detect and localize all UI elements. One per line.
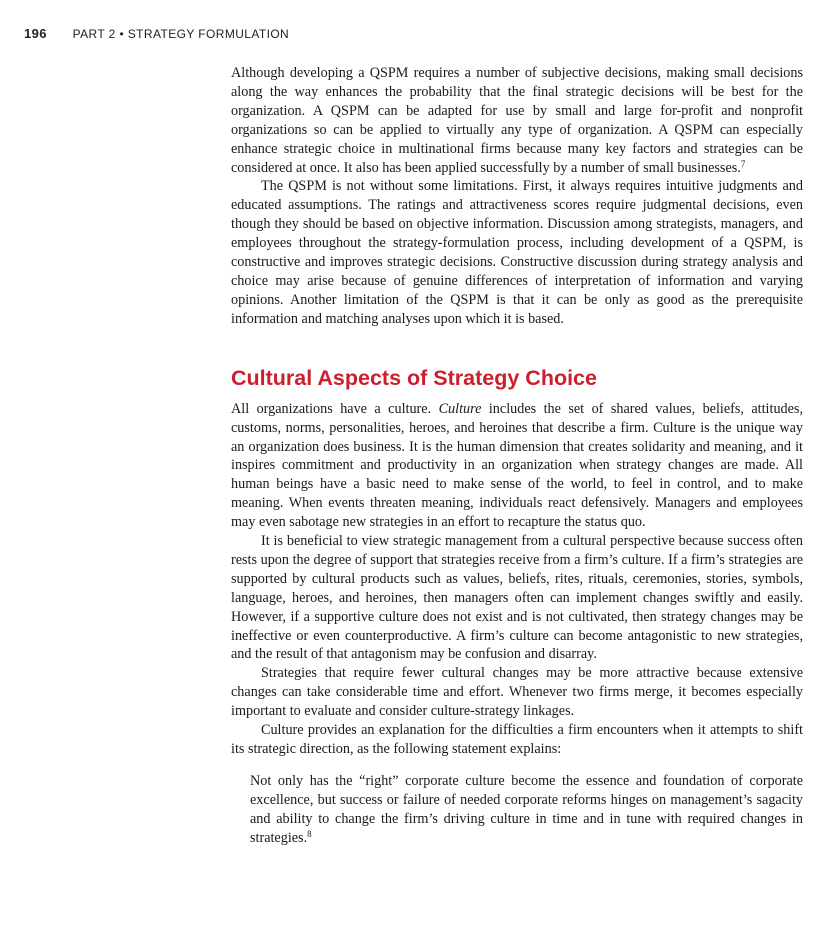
footnote-ref-8: 8 xyxy=(307,828,312,839)
paragraph-culture-explanation: Culture provides an explanation for the difficulties a firm encounters when it attempts to shift its strategic direction, as the following statement explains: xyxy=(231,722,803,757)
paragraph-qspm-limitations: The QSPM is not without some limitations. First, it always requires intuitive judgments and educated assumptions. The ratings and attractiveness scores require judgmental decisions, even though they should be based on objective information. Discussion among strategists, managers, and employees throughout the strategy-formulation process, including development of a QSPM, is constructive and improves strategic decisions. Constructive discussion during strategy analysis and choice may arise because of genuine differences of interpretation of information and varying opinions. Another limitation of the QSPM is that it can be only as good as the prerequisite information and matching analyses upon which it is based. xyxy=(231,178,803,327)
running-head-title: PART 2 • STRATEGY FORMULATION xyxy=(72,27,290,41)
paragraph-qspm-benefits: Although developing a QSPM requires a number of subjective decisions, making small decisions along the way enhances the probability that the final strategic decisions will be best for the organization. A QSPM can be adapted for use by small and large for-profit and nonprofit organizations so can be applied to virtually any type of organization. A QSPM can especially enhance strategic choice in multinational firms because many key factors and strategies can be considered at once. It also has been applied successfully by a number of small businesses.$^7$ xyxy=(231,65,803,176)
footnote-ref-7: 7 xyxy=(740,158,746,169)
block-quote xyxy=(250,772,803,848)
paragraph-cultural-changes: Strategies that require fewer cultural changes may be more attractive because extensive changes can take considerable time and effort. Whenever two firms merge, it becomes especially important to evaluate and consider culture-strategy linkages. xyxy=(231,665,803,720)
section-heading: Cultural Aspects of Strategy Choice xyxy=(231,365,597,390)
quote-text: Not only has the “right” corporate culture become the essence and foundation of corporate excellence, but success or failure of needed corporate reforms hinges on management’s sagacity and ability to change the firm’s driving culture in time and in tune with required changes in strategies.$^8$ xyxy=(250,772,803,846)
page-body xyxy=(231,64,803,848)
page-number: 196 xyxy=(24,26,47,41)
paragraph-cultural-perspective: It is beneficial to view strategic management from a cultural perspective because success often rests upon the degree of support that strategies receive from a firm’s culture. If a firm’s strategies are supported by cultural products such as values, beliefs, rites, rituals, ceremonies, stories, symbols, language, heroes, and heroines, then managers often can implement changes swiftly and easily. However, if a supportive culture does not exist and is not cultivated, then strategy changes may be ineffective or even counterproductive. A firm’s culture can become antagonistic to new strategies, and the result of that antagonism may be confusion and disarray. xyxy=(231,533,803,663)
running-header xyxy=(24,26,289,41)
paragraph-culture-definition: All organizations have a culture. Culture includes the set of shared values, beliefs, attitudes, customs, norms, personalities, heroes, and heroines that describe a firm. Culture is the unique way an organization does business. It is the human dimension that creates solidarity and meaning, and it inspires commitment and productivity in an organization when strategy changes are made. All human beings have a basic need to make sense of the world, to feel in control, and to make meaning. When events threaten meaning, individuals react defensively. Managers and employees may even sabotage new strategies in an effort to recapture the status quo. xyxy=(231,400,803,531)
culture-term: Culture xyxy=(438,400,482,417)
